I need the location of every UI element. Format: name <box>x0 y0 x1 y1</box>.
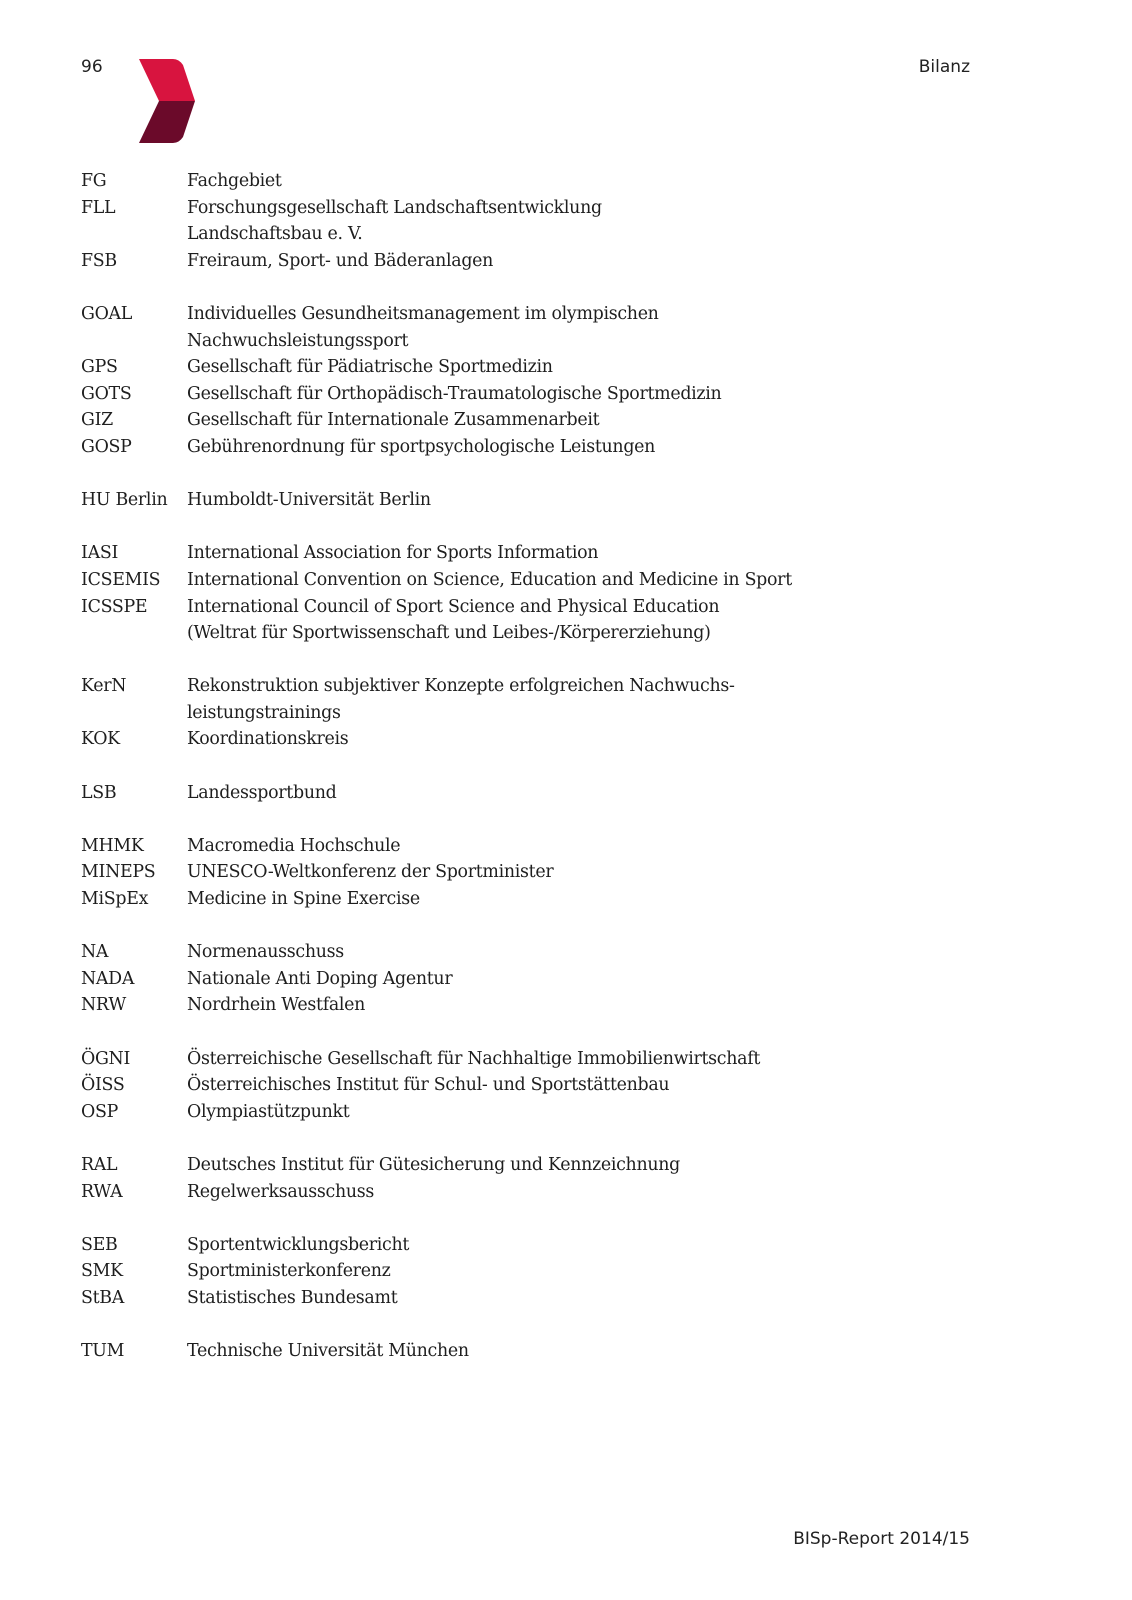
definition-line: Gesellschaft für Internationale Zusammenarbeit <box>187 410 600 431</box>
abbr-group-i <box>81 540 981 646</box>
abbr-entry <box>81 540 981 567</box>
definition <box>187 301 981 354</box>
abbreviation: SMK <box>81 1261 123 1282</box>
abbreviation: SEB <box>81 1234 118 1255</box>
abbreviation: ICSEMIS <box>81 569 161 590</box>
abbr-entry <box>81 1046 981 1073</box>
abbreviation-list <box>81 168 981 1391</box>
definition <box>187 567 981 594</box>
abbreviation: GOTS <box>81 383 132 404</box>
abbreviation: KOK <box>81 729 120 750</box>
abbreviation: StBA <box>81 1287 125 1308</box>
abbr-group-h <box>81 487 981 514</box>
definition <box>187 1258 981 1285</box>
definition <box>187 1232 981 1259</box>
abbreviation: NRW <box>81 995 126 1016</box>
abbreviation: NA <box>81 942 109 963</box>
abbr-entry <box>81 1072 981 1099</box>
definition-line: Freiraum, Sport- und Bäderanlagen <box>187 250 494 271</box>
definition-line: Technische Universität München <box>187 1341 469 1362</box>
abbreviation: MiSpEx <box>81 889 149 910</box>
chevron-logo-icon <box>139 59 195 143</box>
definition-line: leistungstrainings <box>187 702 341 723</box>
abbr-group-g <box>81 301 981 461</box>
abbreviation: FLL <box>81 197 116 218</box>
definition <box>187 859 981 886</box>
abbr-entry <box>81 992 981 1019</box>
definition <box>187 487 981 514</box>
abbr-group-k <box>81 673 981 753</box>
abbr-entry <box>81 301 981 354</box>
abbr-entry <box>81 1232 981 1259</box>
definition-line: Medicine in Spine Exercise <box>187 889 420 910</box>
abbr-entry <box>81 407 981 434</box>
logo-top-half <box>139 59 195 101</box>
abbr-entry <box>81 833 981 860</box>
definition <box>187 594 981 647</box>
abbreviation: FSB <box>81 250 117 271</box>
definition <box>187 726 981 753</box>
definition <box>187 780 981 807</box>
definition-line: Fachgebiet <box>187 171 282 191</box>
abbr-entry <box>81 248 981 275</box>
abbr-entry <box>81 886 981 913</box>
definition-line: Österreichische Gesellschaft für Nachhaltige Immobilienwirtschaft <box>187 1048 761 1069</box>
page-number: 96 <box>81 57 103 77</box>
definition <box>187 673 981 726</box>
definition <box>187 939 981 966</box>
abbreviation: GIZ <box>81 410 113 431</box>
abbr-entry <box>81 354 981 381</box>
abbr-group-f <box>81 168 981 274</box>
definition <box>187 354 981 381</box>
definition <box>187 540 981 567</box>
abbr-entry <box>81 1285 981 1312</box>
abbr-entry <box>81 939 981 966</box>
abbr-entry <box>81 1179 981 1206</box>
abbr-group-s <box>81 1232 981 1312</box>
abbr-entry <box>81 673 981 726</box>
definition-line: Nationale Anti Doping Agentur <box>187 968 453 989</box>
abbreviation: GOAL <box>81 303 133 324</box>
definition-line: Forschungsgesellschaft Landschaftsentwicklung <box>187 197 602 218</box>
abbr-entry <box>81 780 981 807</box>
abbr-group-t <box>81 1338 981 1365</box>
abbr-group-m <box>81 833 981 913</box>
abbreviation: MHMK <box>81 835 144 856</box>
definition <box>187 1072 981 1099</box>
definition <box>187 833 981 860</box>
abbreviation: RWA <box>81 1181 123 1202</box>
abbr-entry <box>81 859 981 886</box>
definition-line: UNESCO-Weltkonferenz der Sportminister <box>187 862 554 883</box>
abbreviation: FG <box>81 171 107 191</box>
abbreviation: HU Berlin <box>81 490 168 511</box>
definition-line: Sportministerkonferenz <box>187 1261 391 1282</box>
definition <box>187 1099 981 1126</box>
definition-line: Normenausschuss <box>187 942 344 963</box>
abbr-entry <box>81 168 981 195</box>
abbr-entry <box>81 594 981 647</box>
definition <box>187 1152 981 1179</box>
definition <box>187 248 981 275</box>
abbreviation: LSB <box>81 782 117 803</box>
definition-line: Österreichisches Institut für Schul- und Sportstättenbau <box>187 1075 670 1096</box>
definition-line: International Association for Sports Information <box>187 543 599 564</box>
definition <box>187 1179 981 1206</box>
definition <box>187 195 981 248</box>
definition-line: International Convention on Science, Education and Medicine in Sport <box>187 569 792 590</box>
abbr-group-r <box>81 1152 981 1205</box>
abbr-group-n <box>81 939 981 1019</box>
definition <box>187 1046 981 1073</box>
abbreviation: ICSSPE <box>81 596 148 617</box>
definition <box>187 992 981 1019</box>
abbr-group-o <box>81 1046 981 1126</box>
abbreviation: TUM <box>81 1341 125 1362</box>
definition-line: Individuelles Gesundheitsmanagement im olympischen <box>187 303 659 324</box>
abbreviation: ÖISS <box>81 1075 125 1096</box>
abbreviation: KerN <box>81 676 127 697</box>
abbr-entry <box>81 487 981 514</box>
abbr-entry <box>81 567 981 594</box>
definition <box>187 434 981 461</box>
definition <box>187 1285 981 1312</box>
definition-line: Rekonstruktion subjektiver Konzepte erfolgreichen Nachwuchs- <box>187 676 735 697</box>
definition <box>187 407 981 434</box>
definition-line: (Weltrat für Sportwissenschaft und Leibes-/Körpererziehung) <box>187 623 711 644</box>
definition-line: Landschaftsbau e. V. <box>187 224 363 245</box>
abbr-group-l <box>81 780 981 807</box>
abbr-entry <box>81 726 981 753</box>
definition-line: Deutsches Institut für Gütesicherung und Kennzeichnung <box>187 1154 680 1175</box>
abbr-entry <box>81 434 981 461</box>
abbreviation: NADA <box>81 968 135 989</box>
abbr-entry <box>81 1338 981 1365</box>
definition-line: Gesellschaft für Pädiatrische Sportmedizin <box>187 357 553 378</box>
definition-line: Koordinationskreis <box>187 729 349 750</box>
running-head-section: Bilanz <box>918 57 970 77</box>
definition-line: Olympiastützpunkt <box>187 1101 350 1122</box>
abbreviation: MINEPS <box>81 862 156 883</box>
footer-publication: BISp-Report 2014/15 <box>793 1529 970 1549</box>
abbreviation: ÖGNI <box>81 1048 131 1069</box>
abbr-entry <box>81 1099 981 1126</box>
abbreviation: OSP <box>81 1101 118 1122</box>
abbreviation: RAL <box>81 1154 118 1175</box>
abbr-entry <box>81 381 981 408</box>
logo-bottom-half <box>139 101 195 143</box>
definition-line: Sportentwicklungsbericht <box>187 1234 410 1255</box>
definition-line: Landessportbund <box>187 782 337 803</box>
abbr-entry <box>81 1152 981 1179</box>
definition-line: International Council of Sport Science and Physical Education <box>187 596 720 617</box>
abbreviation: GPS <box>81 357 118 378</box>
definition-line: Nachwuchsleistungssport <box>187 330 409 351</box>
definition-line: Humboldt-Universität Berlin <box>187 490 431 511</box>
definition <box>187 168 981 195</box>
abbreviation: GOSP <box>81 436 132 457</box>
definition-line: Statistisches Bundesamt <box>187 1287 398 1308</box>
definition <box>187 886 981 913</box>
abbr-entry <box>81 966 981 993</box>
definition <box>187 381 981 408</box>
definition-line: Gesellschaft für Orthopädisch-Traumatologische Sportmedizin <box>187 383 722 404</box>
definition <box>187 966 981 993</box>
definition <box>187 1338 981 1365</box>
definition-line: Macromedia Hochschule <box>187 835 401 856</box>
abbr-entry <box>81 195 981 248</box>
definition-line: Nordrhein Westfalen <box>187 995 366 1016</box>
abbr-entry <box>81 1258 981 1285</box>
definition-line: Regelwerksausschuss <box>187 1181 375 1202</box>
abbreviation: IASI <box>81 543 119 564</box>
definition-line: Gebührenordnung für sportpsychologische Leistungen <box>187 436 656 457</box>
